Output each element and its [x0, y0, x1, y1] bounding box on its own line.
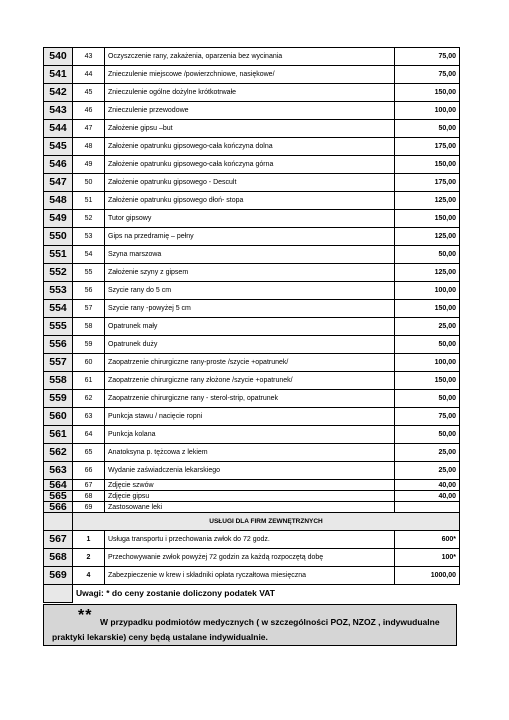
- row-number: 545: [44, 138, 73, 156]
- row-number: 556: [44, 336, 73, 354]
- service-ordinal: 65: [73, 444, 105, 462]
- table-row: [44, 567, 460, 585]
- service-price: 75,00: [395, 48, 460, 66]
- row-number: 550: [44, 228, 73, 246]
- row-number: 542: [44, 84, 73, 102]
- footnote-line-1: W przypadku podmiotów medycznych ( w szczególności POZ, NZOZ , indywudualne: [100, 617, 440, 627]
- service-price: 25,00: [395, 318, 460, 336]
- service-name: Zdjęcie gipsu: [105, 491, 395, 502]
- service-name: Anatoksyna p. tężcowa z lekiem: [105, 444, 395, 462]
- service-ordinal: 45: [73, 84, 105, 102]
- service-price: 40,00: [395, 491, 460, 502]
- service-ordinal: 48: [73, 138, 105, 156]
- service-price: 75,00: [395, 408, 460, 426]
- service-name: Zdjęcie szwów: [105, 480, 395, 491]
- service-price: 25,00: [395, 462, 460, 480]
- row-number: 561: [44, 426, 73, 444]
- service-price: 125,00: [395, 264, 460, 282]
- service-name: Zaopatrzenie chirurgiczne rany-proste /szycie +opatrunek/: [105, 354, 395, 372]
- service-name: Szycie rany do 5 cm: [105, 282, 395, 300]
- table-row: [44, 264, 460, 282]
- section-title: USŁUGI DLA FIRM ZEWNĘTRZNYCH: [73, 513, 460, 531]
- service-name: Znieczulenie ogólne dożylne krótkotrwałe: [105, 84, 395, 102]
- service-price: 50,00: [395, 246, 460, 264]
- row-number: 548: [44, 192, 73, 210]
- service-ordinal: 58: [73, 318, 105, 336]
- table-row: [44, 336, 460, 354]
- table-row: [44, 102, 460, 120]
- service-name: Przechowywanie zwłok powyżej 72 godzin za każdą rozpoczętą dobę: [105, 549, 395, 567]
- row-number: 558: [44, 372, 73, 390]
- row-number: 554: [44, 300, 73, 318]
- row-number: 547: [44, 174, 73, 192]
- row-number: 541: [44, 66, 73, 84]
- service-price: 125,00: [395, 192, 460, 210]
- service-ordinal: 43: [73, 48, 105, 66]
- service-price: 100,00: [395, 282, 460, 300]
- service-ordinal: 62: [73, 390, 105, 408]
- row-number: 540: [44, 48, 73, 66]
- service-name: Zastosowane leki: [105, 502, 395, 513]
- service-name: Usługa transportu i przechowania zwłok do 72 godz.: [105, 531, 395, 549]
- table-row: [44, 282, 460, 300]
- service-price: 50,00: [395, 120, 460, 138]
- footnote-asterisks: **: [78, 607, 93, 624]
- table-row: [44, 192, 460, 210]
- table-row: [44, 138, 460, 156]
- service-ordinal: 69: [73, 502, 105, 513]
- service-price: 150,00: [395, 372, 460, 390]
- service-ordinal: 61: [73, 372, 105, 390]
- service-price: 100,00: [395, 354, 460, 372]
- row-number-empty: [44, 513, 73, 531]
- table-row: [44, 531, 460, 549]
- service-name: Opatrunek mały: [105, 318, 395, 336]
- service-price: 100,00: [395, 102, 460, 120]
- service-ordinal: 67: [73, 480, 105, 491]
- row-number: 552: [44, 264, 73, 282]
- service-name: Znieczulenie miejscowe /powierzchniowe, nasiękowe/: [105, 66, 395, 84]
- service-price: 175,00: [395, 138, 460, 156]
- service-name: Założenie opatrunku gipsowego-cała kończyna górna: [105, 156, 395, 174]
- footnote-box: [43, 604, 457, 646]
- table-row: [44, 228, 460, 246]
- row-number: 564: [44, 480, 73, 491]
- service-name: Szycie rany -powyżej 5 cm: [105, 300, 395, 318]
- service-price: 175,00: [395, 174, 460, 192]
- service-ordinal: 47: [73, 120, 105, 138]
- table-row: [44, 408, 460, 426]
- row-number: 560: [44, 408, 73, 426]
- service-name: Punkcja stawu / nacięcie ropni: [105, 408, 395, 426]
- service-ordinal: 1: [73, 531, 105, 549]
- row-number: 565: [44, 491, 73, 502]
- service-price: 125,00: [395, 228, 460, 246]
- service-ordinal: 52: [73, 210, 105, 228]
- service-name: Zaopatrzenie chirurgiczne rany - sterol-strip, opatrunek: [105, 390, 395, 408]
- service-ordinal: 54: [73, 246, 105, 264]
- service-name: Znieczulenie przewodowe: [105, 102, 395, 120]
- row-number: 553: [44, 282, 73, 300]
- vat-note: Uwagi: * do ceny zostanie doliczony podatek VAT: [73, 585, 460, 603]
- row-number: 563: [44, 462, 73, 480]
- service-price: 50,00: [395, 426, 460, 444]
- table-row: [44, 84, 460, 102]
- service-ordinal: 46: [73, 102, 105, 120]
- service-price: 150,00: [395, 300, 460, 318]
- service-ordinal: 44: [73, 66, 105, 84]
- service-price: 25,00: [395, 444, 460, 462]
- service-ordinal: 64: [73, 426, 105, 444]
- service-ordinal: 63: [73, 408, 105, 426]
- service-price: [395, 502, 460, 513]
- table-row: [44, 120, 460, 138]
- service-price: 50,00: [395, 336, 460, 354]
- row-number: 567: [44, 531, 73, 549]
- section-header-row: [44, 513, 460, 531]
- table-row: [44, 48, 460, 66]
- table-row: [44, 426, 460, 444]
- row-number: 559: [44, 390, 73, 408]
- service-ordinal: 2: [73, 549, 105, 567]
- table-row: [44, 462, 460, 480]
- table-row: [44, 502, 460, 513]
- table-row: [44, 66, 460, 84]
- service-price: 100*: [395, 549, 460, 567]
- service-price: 150,00: [395, 156, 460, 174]
- service-name: Założenie gipsu –but: [105, 120, 395, 138]
- table-row: [44, 174, 460, 192]
- service-name: Wydanie zaświadczenia lekarskiego: [105, 462, 395, 480]
- table-row: [44, 372, 460, 390]
- table-row: [44, 549, 460, 567]
- service-ordinal: 55: [73, 264, 105, 282]
- service-price: 1000,00: [395, 567, 460, 585]
- table-row: [44, 246, 460, 264]
- table-row: [44, 491, 460, 502]
- table-row: [44, 318, 460, 336]
- service-ordinal: 49: [73, 156, 105, 174]
- footnote-line-2: praktyki lekarskie) ceny będą ustalane indywidualnie.: [52, 632, 268, 642]
- row-number: 566: [44, 502, 73, 513]
- row-number: 562: [44, 444, 73, 462]
- service-ordinal: 51: [73, 192, 105, 210]
- service-name: Założenie opatrunku gipsowego-cała kończyna dolna: [105, 138, 395, 156]
- table-row: [44, 354, 460, 372]
- row-number: 549: [44, 210, 73, 228]
- service-price: 50,00: [395, 390, 460, 408]
- price-table: [43, 47, 460, 603]
- row-number: 568: [44, 549, 73, 567]
- row-number: 544: [44, 120, 73, 138]
- row-number: 551: [44, 246, 73, 264]
- row-number: 557: [44, 354, 73, 372]
- service-ordinal: 4: [73, 567, 105, 585]
- service-price: 75,00: [395, 66, 460, 84]
- service-name: Zaopatrzenie chirurgiczne rany złożone /szycie +opatrunek/: [105, 372, 395, 390]
- service-ordinal: 53: [73, 228, 105, 246]
- service-name: Tutor gipsowy: [105, 210, 395, 228]
- service-name: Zabezpieczenie w krew i składniki opłata ryczałtowa miesięczna: [105, 567, 395, 585]
- service-price: 600*: [395, 531, 460, 549]
- row-number: 569: [44, 567, 73, 585]
- service-name: Założenie opatrunku gipsowego dłoń- stopa: [105, 192, 395, 210]
- service-ordinal: 60: [73, 354, 105, 372]
- row-number: 555: [44, 318, 73, 336]
- service-name: Założenie opatrunku gipsowego - Descult: [105, 174, 395, 192]
- vat-note-row: [44, 585, 460, 603]
- table-row: [44, 444, 460, 462]
- service-name: Oczyszczenie rany, zakażenia, oparzenia bez wycinania: [105, 48, 395, 66]
- service-ordinal: 66: [73, 462, 105, 480]
- service-ordinal: 56: [73, 282, 105, 300]
- row-number: 543: [44, 102, 73, 120]
- table-row: [44, 390, 460, 408]
- service-price: 150,00: [395, 84, 460, 102]
- service-name: Szyna marszowa: [105, 246, 395, 264]
- table-row: [44, 210, 460, 228]
- service-name: Gips na przedramię – pełny: [105, 228, 395, 246]
- service-ordinal: 59: [73, 336, 105, 354]
- price-table-body: [44, 48, 460, 603]
- service-ordinal: 57: [73, 300, 105, 318]
- service-price: 150,00: [395, 210, 460, 228]
- service-ordinal: 50: [73, 174, 105, 192]
- table-row: [44, 480, 460, 491]
- row-number-empty: [44, 585, 73, 603]
- row-number: 546: [44, 156, 73, 174]
- service-price: 40,00: [395, 480, 460, 491]
- service-name: Punkcja kolana: [105, 426, 395, 444]
- service-name: Opatrunek duży: [105, 336, 395, 354]
- service-name: Założenie szyny z gipsem: [105, 264, 395, 282]
- table-row: [44, 300, 460, 318]
- service-ordinal: 68: [73, 491, 105, 502]
- table-row: [44, 156, 460, 174]
